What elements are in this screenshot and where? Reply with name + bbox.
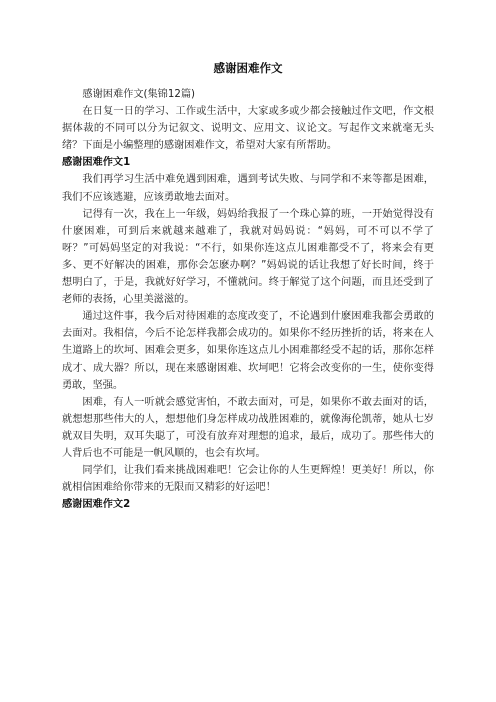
section-1-paragraph-1: 我们再学习生活中难免遇到困难，遇到考试失败、与同学和不来等都是困难，我们不应该逃避，应该勇敢地去面对。 (62, 174, 434, 203)
section-1-paragraph-3: 通过这件事，我今后对待困难的态度改变了，不论遇到什麽困难我都会勇敢的去面对。我相信，今后不论怎样我都会成功的。如果你不经历挫折的话，将来在人生道路上的坎坷、困难会更多，如果你连这点儿小困难都经受不起的话，那你怎样成才、成大器？所以，现在来感谢困难、坎坷吧！它将会改变你的一生，使你变得勇敢，坚强。 (62, 311, 434, 391)
section-1-paragraph-4: 困难，有人一听就会感觉害怕，不敢去面对，可是，如果你不敢去面对的话，就想想那些伟大的人，想想他们身怎样成功战胜困难的，就像海伦凯蒂，她从七岁就双目失明，双耳失聪了，可没有放弃对理想的追求，最后，成功了。那些伟大的人背后也不可能是一帆风顺的，也会有坎坷。 (62, 396, 434, 459)
intro-paragraph: 在日复一日的学习、工作或生活中，大家或多或少都会接触过作文吧，作文根据体裁的不同可以分为记叙文、说明文、应用文、议论文。写起作文来就毫无头绪？下面是小编整理的感谢困难作文，希望对大家有所帮助。 (62, 106, 434, 152)
document-title: 感谢困难作文 (213, 61, 283, 75)
section-1-paragraph-5: 同学们，让我们看来挑战困难吧！它会让你的人生更辉煌！更美好！所以，你就相信困难给你带来的无限而又精彩的好运吧！ (62, 465, 434, 494)
section-heading-1: 感谢困难作文1 (62, 157, 131, 169)
document-page (62, 60, 434, 513)
section-1-paragraph-2: 记得有一次，我在上一年级，妈妈给我报了一个珠心算的班，一开始觉得没有什麽困难，可到后来就越来越难了，我就对妈妈说：“妈妈，可不可以不学了呀？”可妈妈坚定的对我说：“不行，如果你连这点儿困难都受不了，将来会有更多、更不好解决的困难，那你会怎麽办啊？”妈妈说的话让我想了好长时间，终于想明白了，于是，我就好好学习，不懂就问。终于解觉了这个问题，而且还受到了老师的表扬，心里美滋滋的。 (62, 208, 434, 306)
section-heading-2: 感谢困难作文2 (62, 499, 131, 511)
intro-subtitle: 感谢困难作文(集锦12篇) (82, 89, 195, 100)
